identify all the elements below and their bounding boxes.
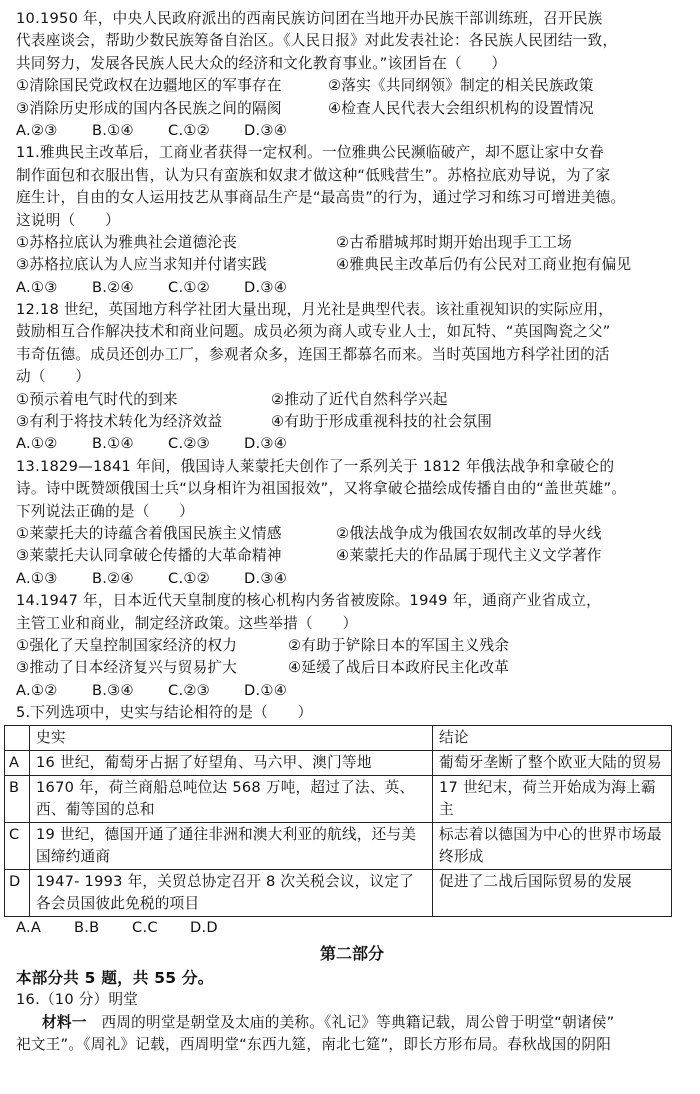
question-10-option-3: ③消除历史形成的国内各民族之间的隔阂: [16, 99, 282, 117]
question-10-option-2: ②落实《共同纲领》制定的相关民族政策: [328, 77, 594, 95]
choice-a: A.①③: [16, 278, 58, 296]
choice-c: C.②③: [168, 435, 210, 453]
question-11-stem-line-4: 这说明（ ）: [16, 211, 120, 229]
question-10-stem-line-3: 共同努力，发展各民族人民大众的经济和文化教育事业。”该团旨在（ ）: [16, 54, 507, 72]
question-12-option-2: ②推动了近代自然科学兴起: [271, 390, 448, 408]
choice-c: C.C: [132, 918, 158, 936]
row-key: B: [5, 775, 30, 822]
question-13-stem-line-3: 下列说法正确的是（ ）: [16, 502, 195, 520]
table-row: [5, 775, 672, 822]
question-13-stem-line-2: 诗。诗中既赞颂俄国士兵“以身相许为祖国报效”，又将拿破仑描绘成传播自由的“盖世英雄”。: [16, 480, 627, 498]
question-11-option-1: ①苏格拉底认为雅典社会道德沦丧: [16, 233, 238, 251]
row-fact: 1947- 1993 年，关贸总协定召开 8 次关税会议，议定了各会员国彼此免税的项目: [30, 869, 433, 916]
question-10-options-row-1: [16, 75, 688, 97]
material-1-line-2: 祀文王”。《周礼》记载，西周明堂“东西九筵，南北七筵”，即长方形布局。春秋战国的阴阳: [16, 1036, 612, 1054]
choice-b: B.B: [74, 918, 100, 936]
table-header-conclusion: 结论: [433, 725, 672, 750]
question-14-option-1: ①强化了天皇控制国家经济的权力: [16, 636, 238, 654]
choice-d: D.③④: [244, 278, 288, 296]
question-12-option-1: ①预示着电气时代的到来: [16, 390, 178, 408]
question-10: [16, 8, 688, 142]
choice-b: B.①④: [92, 121, 134, 139]
choice-d: D.③④: [244, 569, 288, 587]
table-header-key: [5, 725, 30, 750]
row-conclusion: 促进了二战后国际贸易的发展: [433, 869, 672, 916]
table-header-row: [5, 725, 672, 750]
table-row: [5, 750, 672, 775]
question-10-choices: [16, 120, 688, 142]
table-row: [5, 822, 672, 869]
question-12: [16, 299, 688, 456]
fact-conclusion-table: [4, 725, 672, 917]
choice-c: C.①②: [168, 569, 210, 587]
question-14-option-3: ③推动了日本经济复兴与贸易扩大: [16, 659, 238, 677]
row-conclusion: 葡萄牙垄断了整个欧亚大陆的贸易: [433, 750, 672, 775]
choice-a: A.②③: [16, 121, 58, 139]
question-14-option-4: ④延缓了战后日本政府民主化改革: [288, 659, 510, 677]
question-11-option-3: ③苏格拉底认为人应当求知并付诸实践: [16, 256, 267, 274]
part-two: [16, 941, 688, 1057]
question-14: [16, 590, 688, 702]
question-10-options-row-2: [16, 98, 688, 120]
section-title: 第二部分: [319, 943, 384, 963]
material-1-line-1: [16, 1012, 688, 1034]
choice-b: B.②④: [92, 569, 134, 587]
question-12-stem-line-4: 动（ ）: [16, 368, 91, 386]
question-14-option-2: ②有助于铲除日本的军国主义残余: [288, 636, 510, 654]
question-12-stem-line-3: 韦奇伍德。成员还创办工厂，参观者众多，连国王都慕名而来。当时英国地方科学社团的活: [16, 345, 610, 363]
choice-d: D.①④: [244, 681, 288, 699]
question-14-choices: [16, 680, 688, 702]
question-13-stem-line-1: 13.1829—1841 年间，俄国诗人莱蒙托夫创作了一系列关于 1812 年俄法战争和拿破仑的: [16, 457, 615, 475]
question-16-title: 16.（10 分）明堂: [16, 991, 139, 1009]
choice-c: C.①②: [168, 121, 210, 139]
choice-b: B.②④: [92, 278, 134, 296]
choice-b: B.①④: [92, 435, 134, 453]
choice-a: A.A: [16, 918, 42, 936]
question-11-stem-line-1: 11.雅典民主改革后，工商业者获得一定权利。一位雅典公民濒临破产，却不愿让家中女眷: [16, 144, 605, 162]
row-fact: 1670 年，荷兰商船总吨位达 568 万吨，超过了法、英、西、葡等国的总和: [30, 775, 433, 822]
question-13-option-4: ④莱蒙托夫的作品属于现代主义文学著作: [336, 547, 602, 565]
question-10-stem-line-2: 代表座谈会，帮助少数民族筹备自治区。《人民日报》对此发表社论：各民族人民团结一致，: [16, 32, 618, 50]
question-11: [16, 142, 688, 299]
choice-d: D.③④: [244, 435, 288, 453]
question-12-choices: [16, 433, 688, 455]
choice-c: C.①②: [168, 278, 210, 296]
choice-a: A.①②: [16, 435, 58, 453]
question-12-option-3: ③有利于将技术转化为经济效益: [16, 413, 223, 431]
row-key: C: [5, 822, 30, 869]
material-1-text: 西周的明堂是朝堂及太庙的美称。《礼记》等典籍记载，周公曾于明堂“朝诸侯”: [101, 1013, 615, 1031]
table-row: [5, 869, 672, 916]
choice-d: D.D: [190, 918, 218, 936]
question-12-stem-line-2: 鼓励相互合作解决技术和商业问题。成员必须为商人或专业人士，如瓦特、“英国陶瓷之父”: [16, 323, 611, 341]
question-11-option-2: ②古希腊城邦时期开始出现手工工场: [336, 233, 572, 251]
question-13-choices: [16, 568, 688, 590]
choice-d: D.③④: [244, 121, 288, 139]
choice-a: A.①②: [16, 681, 58, 699]
row-conclusion: 标志着以德国为中心的世界市场最终形成: [433, 822, 672, 869]
question-10-option-1: ①清除国民党政权在边疆地区的军事存在: [16, 77, 282, 95]
question-10-stem-line-1: 10.1950 年，中央人民政府派出的西南民族访问团在当地开办民族干部训练班，召开民族: [16, 10, 603, 27]
section-summary: 本部分共 5 题，共 55 分。: [16, 968, 214, 987]
question-11-options-row-1: [16, 232, 688, 254]
material-label: 材料一: [42, 1013, 87, 1031]
question-15: [9, 702, 688, 939]
question-12-stem-line-1: 12.18 世纪，英国地方科学社团大量出现，月光社是典型代表。该社重视知识的实际应用，: [16, 301, 614, 319]
choice-a: A.①③: [16, 569, 58, 587]
question-12-option-4: ④有助于形成重视科技的社会氛围: [271, 413, 493, 431]
question-11-choices: [16, 277, 688, 299]
question-11-option-4: ④雅典民主改革后仍有公民对工商业抱有偏见: [336, 256, 632, 274]
question-14-options-row-1: [16, 635, 688, 657]
table-header-fact: 史实: [30, 725, 433, 750]
row-key: A: [5, 750, 30, 775]
question-14-options-row-2: [16, 657, 688, 679]
question-14-stem-line-2: 主管工业和商业，制定经济政策。这些举措（ ）: [16, 614, 358, 632]
row-fact: 19 世纪，德国开通了通往非洲和澳大利亚的航线，还与美国缔约通商: [30, 822, 433, 869]
row-fact: 16 世纪，葡萄牙占据了好望角、马六甲、澳门等地: [30, 750, 433, 775]
question-13-option-2: ②俄法战争成为俄国农奴制改革的导火线: [336, 524, 602, 542]
question-11-options-row-2: [16, 254, 688, 276]
question-13-options-row-2: [16, 545, 688, 567]
question-13-option-3: ③莱蒙托夫认同拿破仑传播的大革命精神: [16, 547, 282, 565]
question-12-options-row-2: [16, 411, 688, 433]
row-key: D: [5, 869, 30, 916]
question-13: [16, 456, 688, 590]
question-13-option-1: ①莱蒙托夫的诗蕴含着俄国民族主义情感: [16, 524, 282, 542]
question-10-option-4: ④检查人民代表大会组织机构的设置情况: [328, 99, 594, 117]
question-14-stem-line-1: 14.1947 年，日本近代天皇制度的核心机构内务省被废除。1949 年，通商产业省成立，: [16, 592, 602, 610]
question-11-stem-line-3: 庭生计，自由的女人运用技艺从事商品生产是“最高贵”的行为，通过学习和练习可增进美德。: [16, 189, 626, 207]
row-conclusion: 17 世纪末，荷兰开始成为海上霸主: [433, 775, 672, 822]
question-15-stem: 5.下列选项中，史实与结论相符的是（ ）: [16, 704, 313, 722]
choice-c: C.②③: [168, 681, 210, 699]
question-11-stem-line-2: 制作面包和衣服出售，认为只有蛮族和奴隶才做这种“低贱营生”。苏格拉底劝导说，为了家: [16, 166, 611, 184]
question-15-choices: [16, 917, 688, 939]
question-12-options-row-1: [16, 389, 688, 411]
choice-b: B.③④: [92, 681, 134, 699]
question-13-options-row-1: [16, 523, 688, 545]
